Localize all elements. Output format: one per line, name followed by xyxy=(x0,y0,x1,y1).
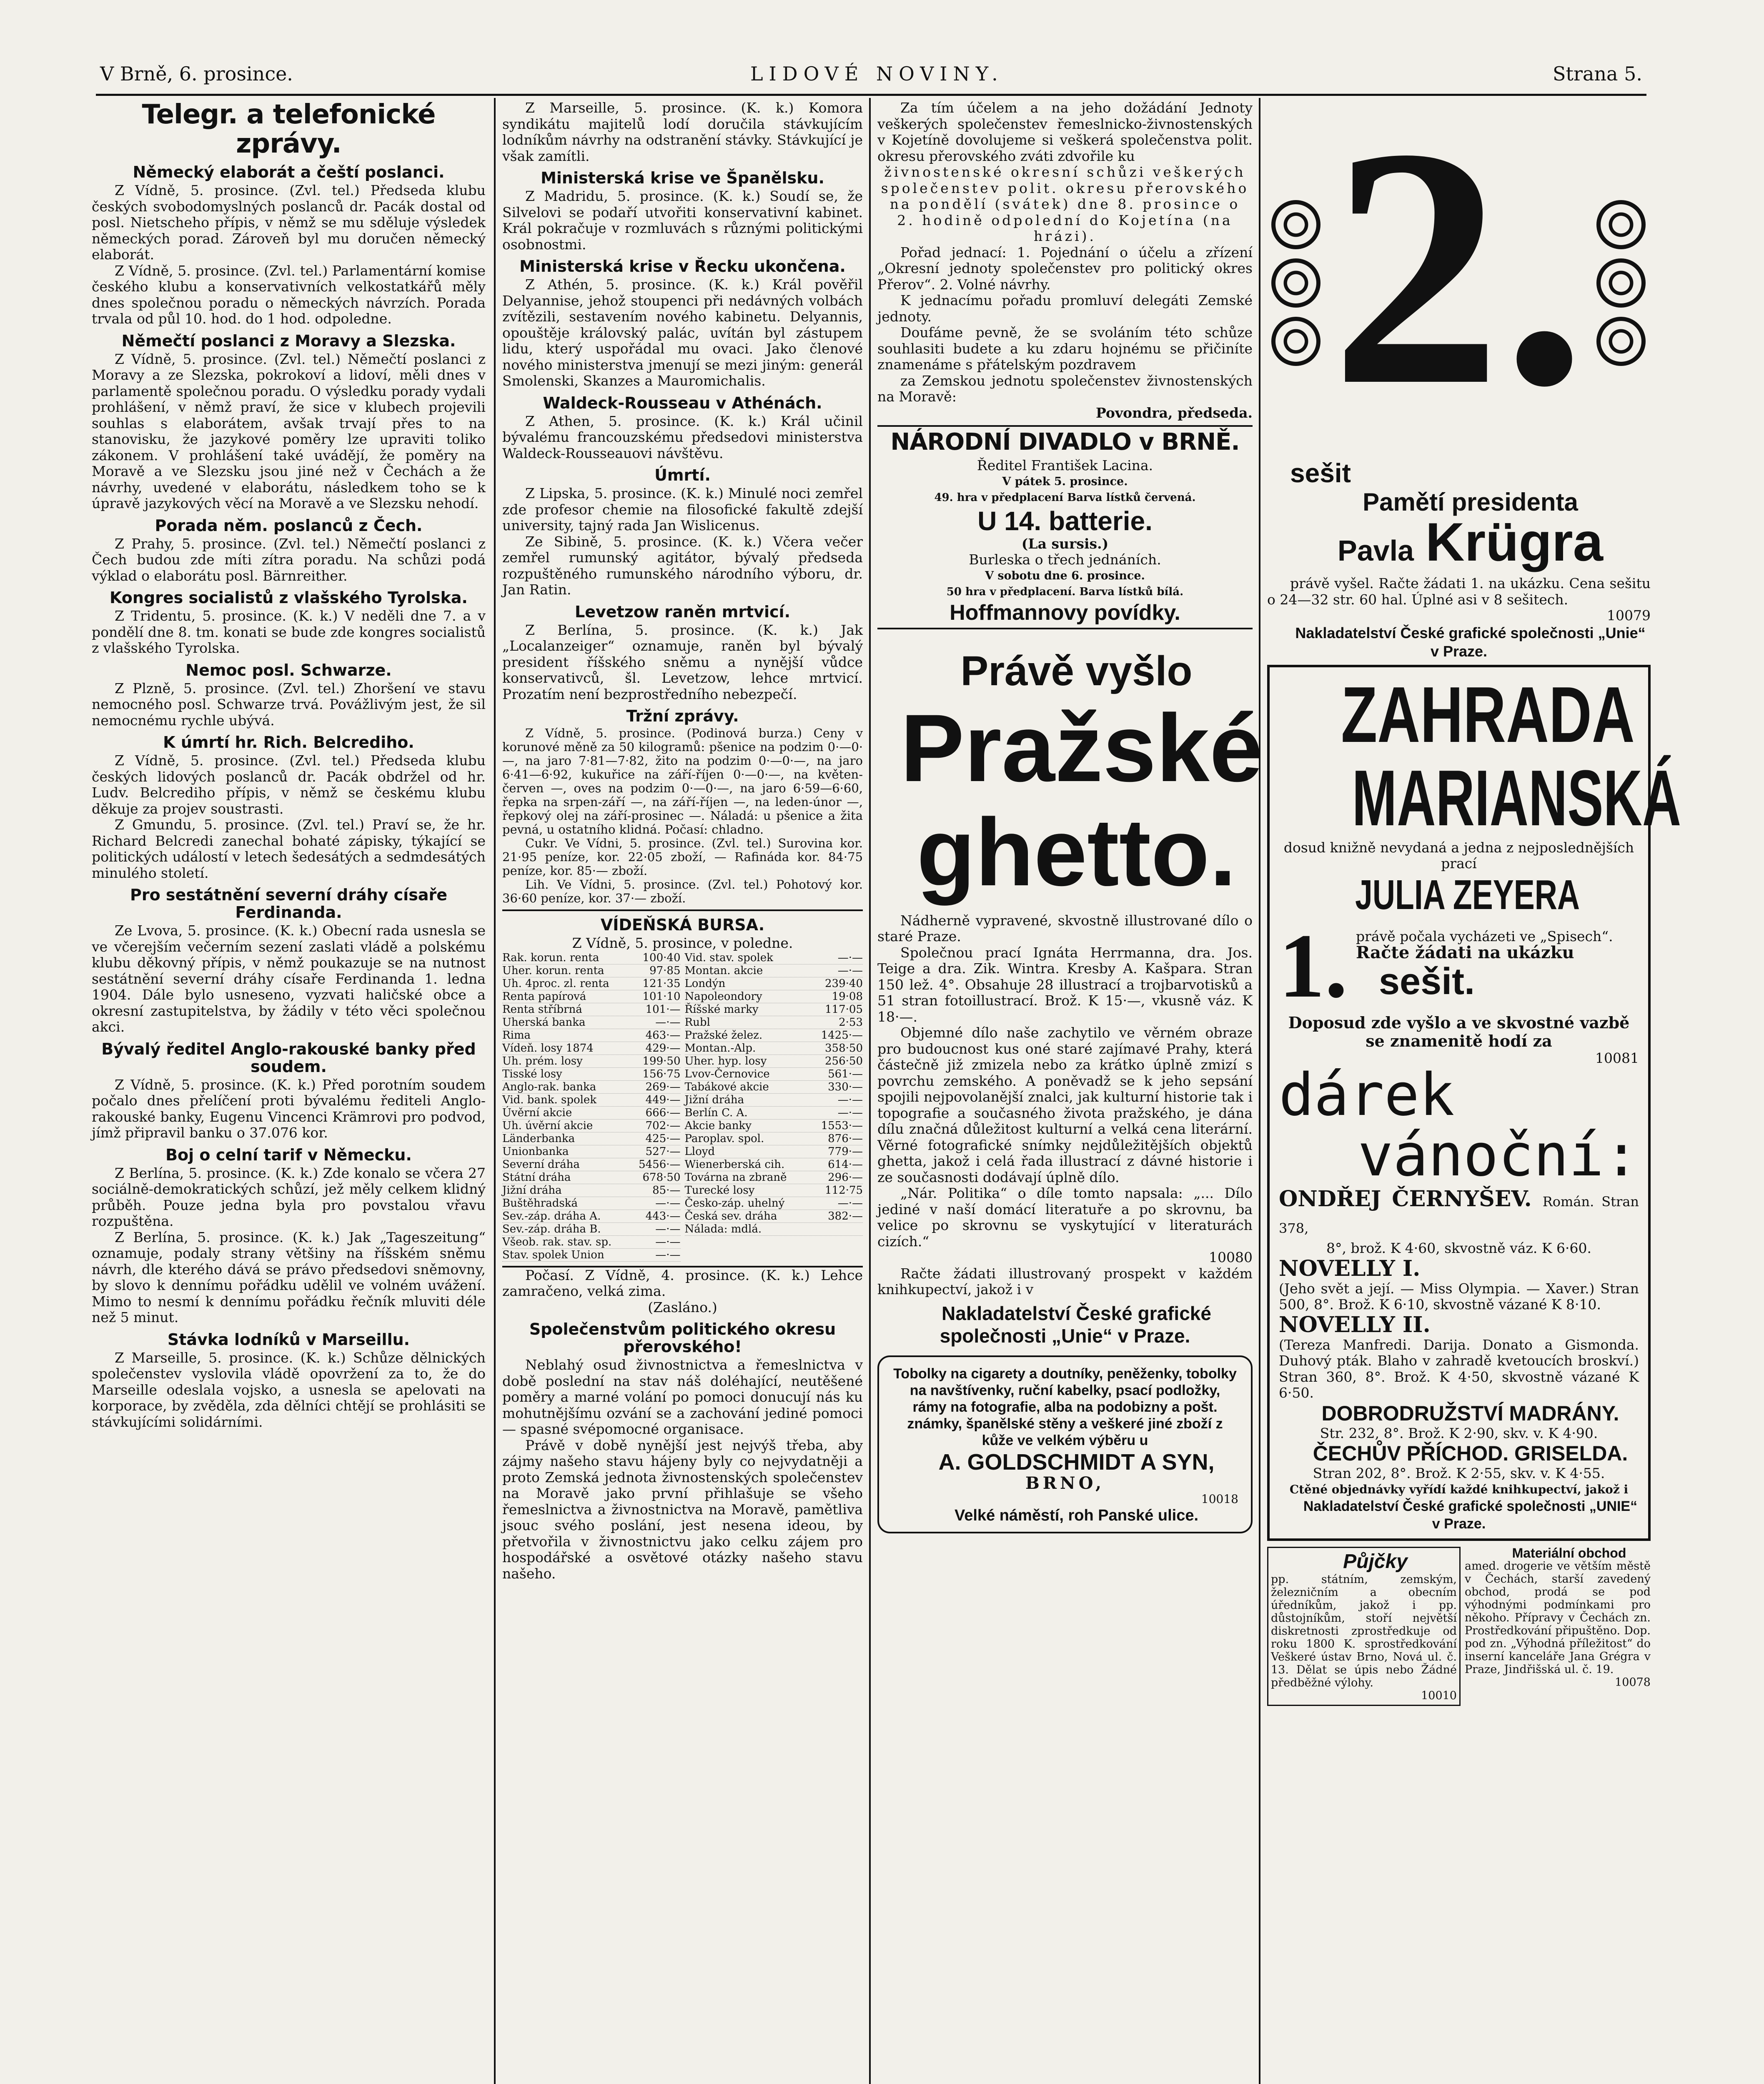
burza-subheading: Z Vídně, 5. prosince, v poledne. xyxy=(572,935,793,951)
burza-column-left xyxy=(502,952,681,1262)
signature: Povondra, předseda. xyxy=(1096,404,1253,421)
burza-value: 666·— xyxy=(645,1106,681,1119)
book-title: ČECHŮV PŘÍCHOD. GRISELDA. xyxy=(1313,1442,1628,1465)
burza-row xyxy=(685,1029,863,1042)
burza-row xyxy=(685,1145,863,1158)
theatre-title: NÁRODNÍ DIVADLO v BRNĚ. xyxy=(890,428,1240,456)
masthead: LIDOVÉ NOVINY. xyxy=(750,63,1004,85)
burza-row xyxy=(502,1120,681,1132)
burza-row xyxy=(502,1081,681,1094)
burza-value: 382·— xyxy=(828,1210,863,1222)
article-text: Z Berlína, 5. prosince. (K. k.) Jak „Tageszeitung“ oznamuje, podaly strany většiny na říšském sněmu návrh, dle kterého dává se právo předsedovi sněmovny, by slovo k dennímu pořádku udělil ve volném uvážení. Mimo to nesmí k dennímu pořádku řečník mluviti déle než 5 minut. xyxy=(92,1229,486,1325)
ad-text: Tobolky na cigarety a doutníky, peněženky, tobolky na navštívenky, ruční kabelky, psací podložky, rámy na fotografie, alba na podobizny a pošt. známky, španělské stěny a veškeré jiné zboží z kůže ve velkém výběru u xyxy=(893,1365,1237,1448)
burza-value: 199·50 xyxy=(642,1055,681,1067)
article-text: Z Lipska, 5. prosince. (K. k.) Minulé noci zemřel zde profesor chemie na filosofické fakultě zdejší university, tajný rada Jan Wislicenus. xyxy=(502,485,863,534)
ad-text: Objemné dílo naše zachytilo ve věrném obraze pro budoucnost kus oné staré zajímavé Prahy, která částečně již zmizela nebo za krátko úplně zmizí s povrchu zemského. A poněvadž se k jeho sepsání spojili nejpovolanější znalci, jak kulturní historie tak i topografie a současného života pražského, je dána dílu značná důležitost kulturní a velká cena literární. Věrné fotografické snímky nejdůležitějších objektů ghetta, jakož i celá řada illustrací z dávné historie i ze současnosti dodávají úplně dílo. xyxy=(877,1024,1253,1185)
ad-text: amed. drogerie ve větším městě v Čechách, starší zavedený obchod, prodá se pod výhodnými podmínkami pro někoho. Přípravy v Čechách zn. Prostředkování připuštěno. Dop. pod zn. „Výhodná příležitost“ do inserní kanceláře Jana Grégra v Praze, Jindřišská ul. č. 19. xyxy=(1465,1560,1651,1676)
ornament-icon xyxy=(1271,200,1320,249)
article-text: K jednacímu pořadu promluví delegáti Zemské jednoty. xyxy=(877,292,1253,325)
burza-item: Uherská banka xyxy=(502,1016,586,1029)
burza-value: 702·— xyxy=(645,1119,681,1132)
burza-row xyxy=(502,1107,681,1120)
article-text: Pořad jednací: 1. Pojednání o účelu a zřízení „Okresní jednoty společenstev pro politický okres Přerov“. 2. Volné návrhy. xyxy=(877,244,1253,293)
burza-row xyxy=(502,1236,681,1249)
article-heading: Kongres socialistů z vlašského Tyrolska. xyxy=(110,589,468,607)
burza-item: Tabákové akcie xyxy=(684,1080,769,1093)
burza-value: 117·05 xyxy=(825,1003,863,1016)
column-3 xyxy=(877,100,1263,1533)
ad-text: dosud knižně nevydaná a jedna z nejposlednějších prací xyxy=(1283,839,1634,872)
burza-item: Tisské losy xyxy=(502,1067,562,1080)
theatre-listing xyxy=(877,425,1253,629)
burza-row xyxy=(685,1107,863,1120)
burza-row xyxy=(685,1120,863,1132)
article-text: Z Athen, 5. prosince. (K. k.) Král učinil bývalému francouzskému předsedovi ministerstva Waldeck-Rousseauovi návštěvu. xyxy=(502,413,863,461)
market-text: Lih. Ve Vídni, 5. prosince. (Zvl. tel.) Pohotový kor. 36·60 peníze, kor. 37·— zboží. xyxy=(502,877,863,905)
burza-item: Uh. úvěrní akcie xyxy=(502,1119,593,1132)
market-heading: Tržní zprávy. xyxy=(626,707,739,725)
ad-number: 10079 xyxy=(1607,607,1651,624)
article-heading: Bývalý ředitel Anglo-rakouské banky před soudem. xyxy=(101,1039,476,1076)
burza-item: Sev.-záp. dráha A. xyxy=(502,1210,601,1222)
sesit-label: sešit. xyxy=(1379,961,1475,1002)
burza-value: 876·— xyxy=(828,1132,863,1145)
burza-item: Vídeň. losy 1874 xyxy=(502,1042,594,1055)
ad-number: 10018 xyxy=(1201,1492,1238,1506)
burza-value: 256·50 xyxy=(825,1055,863,1067)
burza-item: Uher. korun. renta xyxy=(502,964,604,977)
burza-value: —·— xyxy=(655,1222,681,1235)
ornament-icon xyxy=(1596,317,1646,366)
article-text: Neblahý osud živnostnictva a řemeslnictva v době poslední na stav náš doléhající, neutěšené poměry a marné volání po pomoci donucují nás ku mohutnějšímu ozvání se a zachování jediné pomoci — spasné svépomocné organisace. xyxy=(502,1357,863,1437)
burza-item: Říšské marky xyxy=(684,1003,759,1016)
ornament-icon xyxy=(1596,200,1646,249)
ad-text: „Nár. Politika“ o díle tomto napsala: „... Dílo jediné v naší domácí literatuře a po skrovnu, ba velice po skrovnu se vyskytující v literaturách cizích.“ xyxy=(877,1185,1253,1250)
book-title: NOVELLY I. xyxy=(1279,1255,1421,1281)
theatre-date: V sobotu dne 6. prosince. xyxy=(985,569,1145,582)
ad-text: právě vyšel. Račte žádati 1. na ukázku. Cena sešitu o 24—32 str. 60 hal. Úplné asi v 8 sešitech. xyxy=(1267,575,1651,608)
article-heading: Ministerská krise v Řecku ukončena. xyxy=(519,257,846,276)
burza-heading: VÍDEŇSKÁ BURSA. xyxy=(600,916,765,934)
kruger-advert-top xyxy=(1267,78,1651,458)
burza-item: Jižní dráha xyxy=(684,1093,744,1106)
theatre-subscription: 49. hra v předplacení Barva lístků červená. xyxy=(934,491,1196,504)
column-4 xyxy=(1267,78,1681,1706)
article-heading: Waldeck-Rousseau v Athénách. xyxy=(543,393,822,412)
publisher-name: Nakladatelství České grafické společnosti „Unie“ v Praze. xyxy=(1295,624,1646,660)
burza-value: 561·— xyxy=(828,1067,863,1080)
burza-item: Montan. akcie xyxy=(684,964,763,977)
publisher-name: Nakladatelství České grafické společnosti „Unie“ v Praze. xyxy=(940,1302,1211,1347)
burza-value: 330·— xyxy=(828,1080,863,1093)
burza-item: Státní dráha xyxy=(502,1171,571,1184)
ad-text: právě počala vycházeti ve „Spisech“. xyxy=(1356,928,1613,944)
article-text: Za tím účelem a na jeho dožádání Jednoty veškerých společenstev řemeslnicko-živnostenských v Kojetíně dovolujeme si veškerá společenstva polit. okresu přerovského zváti zdvořile ku xyxy=(877,100,1253,164)
burza-row xyxy=(502,1055,681,1068)
sesit-label: sešit xyxy=(1290,458,1351,488)
burza-value: 19·08 xyxy=(832,990,863,1003)
burza-value: 463·— xyxy=(645,1029,681,1042)
burza-row xyxy=(685,1223,863,1236)
goldschmidt-advert xyxy=(877,1355,1253,1534)
burza-row xyxy=(685,1184,863,1197)
burza-value: 527·— xyxy=(645,1145,681,1158)
burza-item: Uh. 4proc. zl. renta xyxy=(502,977,609,990)
burza-value: 614·— xyxy=(828,1158,863,1171)
burza-item: Uher. hyp. losy xyxy=(684,1055,767,1067)
burza-item: Nálada: mdlá. xyxy=(684,1222,762,1235)
play-title: Hoffmannovy povídky. xyxy=(950,600,1180,625)
play-title: U 14. batterie. xyxy=(977,506,1153,536)
burza-value: —·— xyxy=(837,1093,863,1106)
ad-text: Račte žádati illustrovaný prospekt v každém knihkupectví, jakož i v xyxy=(877,1265,1253,1297)
burza-item: Pražské želez. xyxy=(684,1029,763,1042)
book-price: Stran 202, 8°. Brož. K 2·55, skv. v. K 4·55. xyxy=(1313,1465,1605,1481)
vanocni-title: vánoční: xyxy=(1358,1122,1639,1190)
book-note: (Tereza Manfredi. Darija. Donato a Gismonda. Duhový pták. Blaho v zahradě kvetoucích broskví.) Stran 360, 8°. Brož. K 4·50, skvostně vázané K 6·50. xyxy=(1279,1336,1639,1401)
burza-item: Vid. stav. spolek xyxy=(684,951,773,964)
article-heading: Společenstvům politického okresu přerovského! xyxy=(529,1320,836,1356)
burza-item: Uh. prém. losy xyxy=(502,1055,583,1067)
burza-value: 269·— xyxy=(645,1080,681,1093)
issue-number: 2. xyxy=(1331,78,1587,456)
burza-value: 425·— xyxy=(645,1132,681,1145)
burza-item: Sev.-záp. dráha B. xyxy=(502,1222,601,1235)
burza-value: 678·50 xyxy=(642,1171,681,1184)
burza-value: 429·— xyxy=(645,1042,681,1055)
small-ads xyxy=(1267,1547,1651,1706)
burza-item: Úvěrní akcie xyxy=(502,1106,572,1119)
burza-item: Vid. bank. spolek xyxy=(502,1093,597,1106)
article-heading: Levetzow raněn mrtvicí. xyxy=(574,602,791,621)
burza-value: 112·75 xyxy=(825,1184,863,1197)
burza-item: Lvov-Černovice xyxy=(684,1067,770,1080)
burza-value: 85·— xyxy=(652,1184,681,1197)
article-heading: Stávka lodníků v Marseillu. xyxy=(167,1330,410,1349)
burza-row xyxy=(502,1132,681,1145)
burza-row xyxy=(502,977,681,990)
zeyer-advert xyxy=(1267,665,1681,1541)
burza-row xyxy=(502,952,681,964)
ad-number: 10081 xyxy=(1595,1050,1639,1066)
burza-value: 358·50 xyxy=(825,1042,863,1055)
company-city: BRNO, xyxy=(1025,1473,1105,1493)
burza-row xyxy=(502,1042,681,1055)
burza-value: 1425·— xyxy=(821,1029,863,1042)
burza-item: Napoleondory xyxy=(684,990,762,1003)
play-subtitle: (La sursis.) xyxy=(1021,535,1109,552)
burza-value: 156·75 xyxy=(642,1067,681,1080)
burza-row xyxy=(502,1016,681,1029)
article-text: Z Marseille, 5. prosince. (K. k.) Komora syndikátu majitelů lodí doručila stávkujícím lodníkům návrhy na odstranění stávky. Stávkující je však zamítli. xyxy=(502,100,863,164)
page-number: Strana 5. xyxy=(1553,63,1642,85)
article-text: Z Vídně, 5. prosince. (Zvl. tel.) Předseda klubu českých svobodomyslných poslanců dr. Pacák dostal od posl. Nietscheho přípis, v němž se mu sděluje výsledek německých porad. Zároveň byl mu doručen německý elaborát. xyxy=(92,182,486,263)
burza-value: 1553·— xyxy=(821,1119,863,1132)
ad-text: Společnou prací Ignáta Herrmanna, dra. Jos. Teige a dra. Zik. Wintra. Kresby A. Kašpara. Stran 150 lež. 4°. Obsahuje 28 illustrací a trojbarvotisků a 51 stran fotoillustrací. Brož. K 15·—, vkusně váz. K 18·—. xyxy=(877,944,1253,1025)
memoirs-title: Pamětí presidenta xyxy=(1363,488,1578,516)
name-last: Krügra xyxy=(1425,511,1603,572)
zaslano-label: (Zasláno.) xyxy=(648,1299,717,1315)
burza-item: Rak. korun. renta xyxy=(502,951,599,964)
zahrada-title: ZAHRADA xyxy=(1341,670,1635,759)
burza-value: 779·— xyxy=(828,1145,863,1158)
ad-number: 10078 xyxy=(1615,1676,1651,1689)
ghetto-title-line2: ghetto. xyxy=(917,798,1236,906)
book-title: NOVELLY II. xyxy=(1279,1312,1431,1338)
burza-row xyxy=(685,1197,863,1210)
market-text: Z Vídně, 5. prosince. (Podinová burza.) Ceny v korunové měně za 50 kilogramů: pšenice na podzim 0·—0·—, na jaro 7·81—7·82, žito na podzim 0·—0·—, na jaro 6·41—6·92, kukuřice na září-říjen 0·—0·—, na květen-červen —, oves na podzim 0·—0·—, na jaro 6·59—6·60, řepka na srpen-září —, na září-říjen —, na leden-únor —, řepkový olej na září-prosinec —. Náladá: u pšenice a žita pevná, u ostatního klidná. Počasí: chladno. xyxy=(502,726,863,837)
burza-row xyxy=(685,1210,863,1223)
burza-row xyxy=(685,1068,863,1081)
article-heading: Německý elaborát a čeští poslanci. xyxy=(133,163,445,181)
column-rule xyxy=(1259,98,1260,2084)
market-report xyxy=(502,707,863,905)
burza-value: —·— xyxy=(655,1235,681,1248)
book-title-text: ONDŘEJ ČERNYŠEV. xyxy=(1279,1186,1532,1212)
burza-value: —·— xyxy=(655,1197,681,1210)
company-address: Velké náměstí, roh Panské ulice. xyxy=(954,1506,1199,1524)
column-rule xyxy=(494,98,496,2084)
burza-row xyxy=(502,1003,681,1016)
ad-number: 10010 xyxy=(1421,1689,1457,1702)
burza-item: Buštěhradská xyxy=(502,1197,578,1210)
article-text: Z Athén, 5. prosince. (K. k.) Král pověřil Delyannise, jehož stoupenci při nedávných volbách zvítězili, sestavením nového kabinetu. Delyannis, opouštěje královský palác, uvítán byl zástupem lidu, který uspořádal mu ovaci. Jako členové nového ministerstva jmenují se mezi jiným: generál Smolenski, Skanzes a Mauromichalis. xyxy=(502,276,863,389)
burza-item: Montan.-Alp. xyxy=(684,1042,756,1055)
burza-row xyxy=(685,1055,863,1068)
burza-row xyxy=(502,1223,681,1236)
author-name: JULIA ZEYERA xyxy=(1355,871,1580,918)
burza-row xyxy=(685,990,863,1003)
article-heading: Nemoc posl. Schwarze. xyxy=(185,661,392,679)
burza-value: 239·40 xyxy=(825,977,863,990)
article-text: Z Tridentu, 5. prosince. (K. k.) V neděli dne 7. a v pondělí dne 8. tm. konati se bude zde kongres socialistů z vlašského Tyrolska. xyxy=(92,608,486,656)
play-description: Burleska o třech jednáních. xyxy=(969,551,1161,568)
burza-row xyxy=(685,1003,863,1016)
ornament-icon xyxy=(1271,258,1320,308)
burza-item: Severní dráha xyxy=(502,1158,580,1171)
ad-text: pp. státním, zemským, železničním a obecním úředníkům, jakož i pp. důstojníkům, stoří největší diskretnosti zprostředkuje od roku 1800 K. sprostředkování Veškeré ústav Brno, Nová ul. č. 13. Dělat se úpis nebo Žádné předběžné výlohy. xyxy=(1271,1573,1457,1689)
article-text: Ze Lvova, 5. prosince. (K. k.) Obecní rada usnesla se ve včerejším večerním sezení zaslati vládě a polskému klubu děkovný přípis, v němž poukazuje se na nutnost sestátnění severní dráhy císaře Ferdinanda 1. ledna 1904. Dále bylo usneseno, vyzvati haličské obce a okresní zastupitelstva, by žádily v této věci společnou akci. xyxy=(92,922,486,1035)
burza-item: Lloyd xyxy=(684,1145,715,1158)
burza-value: 101·— xyxy=(645,1003,681,1016)
burza-value: —·— xyxy=(837,951,863,964)
book-price: Str. 232, 8°. Brož. K 2·90, skv. v. K 4·90. xyxy=(1320,1425,1598,1441)
burza-value: 449·— xyxy=(645,1093,681,1106)
book-note: Román. Stran 378, xyxy=(1279,1194,1639,1236)
shop-advert xyxy=(1465,1547,1651,1706)
burza-row xyxy=(502,1184,681,1197)
loan-advert xyxy=(1267,1547,1461,1706)
burza-row xyxy=(685,1016,863,1029)
burza-value: 443·— xyxy=(645,1210,681,1222)
article-text: Ze Sibině, 5. prosince. (K. k.) Včera večer zemřel rumunský agitátor, bývalý předseda rozpuštěného rumunského národního výboru, dr. Jan Ratin. xyxy=(502,533,863,598)
name-first: Pavla xyxy=(1338,534,1414,567)
article-text: Z Vídně, 5. prosince. (Zvl. tel.) Předseda klubu českých lidových poslanců dr. Pacák obdržel od hr. Ludv. Belcrediho přípis, v němž se českému klubu děkuje za projev soustrasti. xyxy=(92,752,486,817)
burza-item: Továrna na zbraně xyxy=(684,1171,787,1184)
burza-item: Londýn xyxy=(684,977,726,990)
burza-row xyxy=(685,1132,863,1145)
burza-value: 296·— xyxy=(828,1171,863,1184)
article-heading: Úmrtí. xyxy=(654,466,711,484)
publisher-name: Nakladatelství České grafické společnosti „UNIE“ v Praze. xyxy=(1303,1498,1638,1532)
column-1 xyxy=(92,100,486,1430)
article-text: Z Gmundu, 5. prosince. (Zvl. tel.) Praví se, že hr. Richard Belcredi zanechal bohaté zápisky, týkající se politických událostí v letech šedesátých a sedmdesátých minulého století. xyxy=(92,817,486,881)
burza-row xyxy=(685,964,863,977)
article-heading: K úmrtí hr. Rich. Belcrediho. xyxy=(163,733,414,751)
article-text: Z Vídně, 5. prosince. (Zvl. tel.) Němečtí poslanci z Moravy a ze Slezska, pokrokoví a lidoví, měli dnes v parlamentě společnou poradu. O výsledku porady vydali prohlášení, v němž praví, že sice v klubech projevili souhlas s elaborátem, avšak trvají přes to na stanovisku, že jazykové poměry lze upraviti toliko zákonem. V prohlášení také uvádějí, že poměry na Moravě a ve Slezsku jsou jiné než v Čechách a že návrhy, uvedené v elaborátu, následkem toho se k úpravě jazykových věcí na Moravě a ve Slezsku nehodí. xyxy=(92,351,486,511)
burza-item: Rubl xyxy=(684,1016,710,1029)
burza-item: Anglo-rak. banka xyxy=(502,1080,596,1093)
ghetto-title-line1: Pražské xyxy=(900,694,1263,802)
article-text: Z Vídně, 5. prosince. (K. k.) Před porotním soudem počalo dnes přelíčení proti bývalému řediteli Anglo-rakouské banky, Eugenu Vincenci Krämrovi pro podvod, jímž připravil banku o 37.076 kor. xyxy=(92,1076,486,1141)
ad-text: Ctěné objednávky vyřídí každé knihkupectví, jakož i xyxy=(1289,1482,1629,1496)
burza-row xyxy=(502,964,681,977)
burza-item: Wienerberská cih. xyxy=(684,1158,785,1171)
burza-value: 101·10 xyxy=(642,990,681,1003)
shop-title: Materiální obchod xyxy=(1512,1545,1626,1560)
burza-row xyxy=(685,977,863,990)
burza-row xyxy=(685,1171,863,1184)
burza-value: 97·85 xyxy=(649,964,681,977)
burza-value: —·— xyxy=(837,1106,863,1119)
burza-value: 121·35 xyxy=(642,977,681,990)
place-date: V Brně, 6. prosince. xyxy=(100,63,293,85)
column-2 xyxy=(502,100,863,1582)
article-heading: Porada něm. poslanců z Čech. xyxy=(155,516,423,535)
burza-item: Renta papírová xyxy=(502,990,586,1003)
burza-row xyxy=(685,1081,863,1094)
burza-item: Všeob. rak. stav. sp. xyxy=(502,1235,612,1248)
burza-row xyxy=(685,952,863,964)
burza-value: —·— xyxy=(655,1016,681,1029)
burza-row xyxy=(685,1158,863,1171)
burza-value: —·— xyxy=(837,964,863,977)
burza-row xyxy=(685,1094,863,1107)
burza-item: Länderbanka xyxy=(502,1132,575,1145)
burza-item: Akcie banky xyxy=(684,1119,752,1132)
burza-row xyxy=(502,1171,681,1184)
article-heading: Ministerská krise ve Španělsku. xyxy=(541,169,824,187)
burza-item: Renta stříbrná xyxy=(502,1003,582,1016)
book-note: (Jeho svět a její. — Miss Olympia. — Xaver.) Stran 500, 8°. Brož. K 6·10, skvostně vázané K 8·10. xyxy=(1279,1280,1639,1313)
book-title xyxy=(1279,1187,1639,1240)
section-title: Telegr. a telefonické zprávy. xyxy=(142,99,436,159)
issue-one: 1. xyxy=(1279,914,1348,1017)
article-text: Z Prahy, 5. prosince. (Zvl. tel.) Němečtí poslanci z Čech budou zde míti zítra poradu. Na schůzi podá výklad o elaborátu posl. Bärnreither. xyxy=(92,535,486,584)
article-text: Z Marseille, 5. prosince. (K. k.) Schůze dělnických společenstev vyslovila vládě opovržení za to, že do Marseille odeslala vojsko, a usnesla se apelovati na korporace, by zvěděla, zda dělníci chtějí se prohlásiti se stávkujícími solidárními. xyxy=(92,1349,486,1430)
burza-row xyxy=(502,990,681,1003)
burza-value: 5456·— xyxy=(639,1158,681,1171)
burza-value: —·— xyxy=(655,1248,681,1261)
ad-number: 10080 xyxy=(1209,1249,1253,1265)
market-text: Cukr. Ve Vídni, 5. prosince. (Zvl. tel.) Surovina kor. 21·95 peníze, kor. 22·05 zboží, — Rafináda kor. 84·75 peníze, kor. 85·— zboží. xyxy=(502,836,863,878)
burza-item: Česko-záp. uhelný xyxy=(684,1197,785,1210)
article-text: Z Berlína, 5. prosince. (K. k.) Jak „Localanzeiger“ oznamuje, raněn byl bývalý president říšského sněmu a nynější vůdce konservativců, šl. Levetzow, lehce mrtvicí. Prozatím není bezprostředního nebezpečí. xyxy=(502,621,863,702)
article-text: Z Madridu, 5. prosince. (K. k.) Soudí se, že Silvelovi se podaří utvořiti konservativní kabinet. Král pokračuje v rozmluvách s různými politickými osobnostmi. xyxy=(502,188,863,253)
president-name xyxy=(1267,511,1651,576)
article-heading: Pro sestátnění severní dráhy císaře Ferdinanda. xyxy=(130,886,447,922)
burza-table xyxy=(502,952,863,1262)
loan-title: Půjčky xyxy=(1343,1550,1408,1573)
burza-row xyxy=(502,1094,681,1107)
ornament-icon xyxy=(1596,258,1646,308)
article-heading: Němečtí poslanci z Moravy a Slezska. xyxy=(121,331,456,350)
article-text: za Zemskou jednotu společenstev živnostenských na Moravě: xyxy=(877,372,1253,405)
burza-row xyxy=(685,1042,863,1055)
ad-text: Nádherně vypravené, skvostně illustrované dílo o staré Praze. xyxy=(877,912,1253,944)
article-text: Právě v době nynější jest nejvýš třeba, aby zájmy našeho stavu hájeny byly co nejvydatněji a proto Zemská jednota živnostenských společenstev na Moravě jako první přihlašuje se všeho řemeslnictva a živnostnictva na Moravě, pamětliva jsouc svého poslání, jest nesena ideou, by přetvořila v živnostnictvu jako celku zájem pro hospodářské a osvětové otázky našeho stavu našeho. xyxy=(502,1437,863,1582)
darek-title: dárek xyxy=(1279,1061,1455,1129)
article-heading: Boj o celní tarif v Německu. xyxy=(165,1145,412,1164)
book-title: DOBRODRUŽSTVÍ MADRÁNY. xyxy=(1321,1401,1619,1425)
zahrada-title-2: MARIANSKÁ xyxy=(1352,754,1681,842)
ad-text: Račte žádati na ukázku xyxy=(1356,942,1574,962)
issue-text xyxy=(1356,929,1639,1002)
book-price: 8°, brož. K 4·60, skvostně váz. K 6·60. xyxy=(1326,1240,1591,1256)
burza-item: Rima xyxy=(502,1029,531,1042)
burza-value: 2·53 xyxy=(839,1016,863,1029)
ornament-icon xyxy=(1271,317,1320,366)
weather-text: Počasí. Z Vídně, 4. prosince. (K. k.) Lehce zamračeno, velká zima. xyxy=(502,1267,863,1299)
issue-row xyxy=(1279,914,1639,1017)
ad-text: Doposud zde vyšlo a ve skvostné vazbě se znamenitě hodí za xyxy=(1288,1013,1630,1050)
article-text: živnostenské okresní schůzi veškerých společenstev polit. okresu přerovského na pondělí (svátek) dne 8. prosince o 2. hodině odpolední do Kojetína (na hrázi). xyxy=(881,164,1249,244)
burza-row xyxy=(502,1145,681,1158)
burza-row xyxy=(502,1197,681,1210)
burza-value: —·— xyxy=(837,1197,863,1210)
burza-row xyxy=(502,1210,681,1223)
burza-row xyxy=(502,1029,681,1042)
article-text: Z Berlína, 5. prosince. (K. k.) Zde konalo se včera 27 sociálně-demokratických schůzí, jež měly celkem klidný průběh. Pouze jedna byla pro povstalou vřavu rozpuštěna. xyxy=(92,1165,486,1229)
burza-column-right xyxy=(685,952,863,1262)
theatre-director: Ředitel František Lacina. xyxy=(977,457,1153,473)
ghetto-advert xyxy=(877,646,1263,1347)
burza-item: Jižní dráha xyxy=(502,1184,562,1197)
theatre-date: V pátek 5. prosince. xyxy=(1002,475,1128,488)
divider xyxy=(502,909,863,911)
burza-item: Turecké losy xyxy=(684,1184,755,1197)
burza-item: Berlín C. A. xyxy=(684,1106,748,1119)
article-text: Doufáme pevně, že se svoláním této schůze souhlasiti budete a ku zdaru hojnému se přičiníte znamenáme s přátelským pozdravem xyxy=(877,324,1253,373)
burza-item: Paroplav. spol. xyxy=(684,1132,764,1145)
article-text: Z Vídně, 5. prosince. (Zvl. tel.) Parlamentární komise českého klubu a konservativních velkostatkářů měly dnes společnou poradu o německých návrzích. Porada trvala od půl 10. hod. do 1 hod. odpoledne. xyxy=(92,262,486,327)
article-text: Z Plzně, 5. prosince. (Zvl. tel.) Zhoršení ve stavu nemocného posl. Schwarze trvá. Povážlivým jest, že sil nemocnému rychle ubývá. xyxy=(92,680,486,729)
burza-row xyxy=(502,1068,681,1081)
theatre-subscription: 50 hra v předplacení. Barva lístků bílá. xyxy=(946,586,1184,598)
burza-item: Stav. spolek Union xyxy=(502,1248,604,1261)
burza-item: Unionbanka xyxy=(502,1145,569,1158)
ghetto-announcement: Právě vyšlo xyxy=(960,647,1193,694)
burza-value: 100·40 xyxy=(642,951,681,964)
burza-row xyxy=(502,1249,681,1262)
burza-item: Česká sev. dráha xyxy=(684,1210,777,1222)
column-rule xyxy=(869,98,871,2084)
burza-row xyxy=(502,1158,681,1171)
company-name: A. GOLDSCHMIDT A SYN, xyxy=(938,1449,1215,1475)
